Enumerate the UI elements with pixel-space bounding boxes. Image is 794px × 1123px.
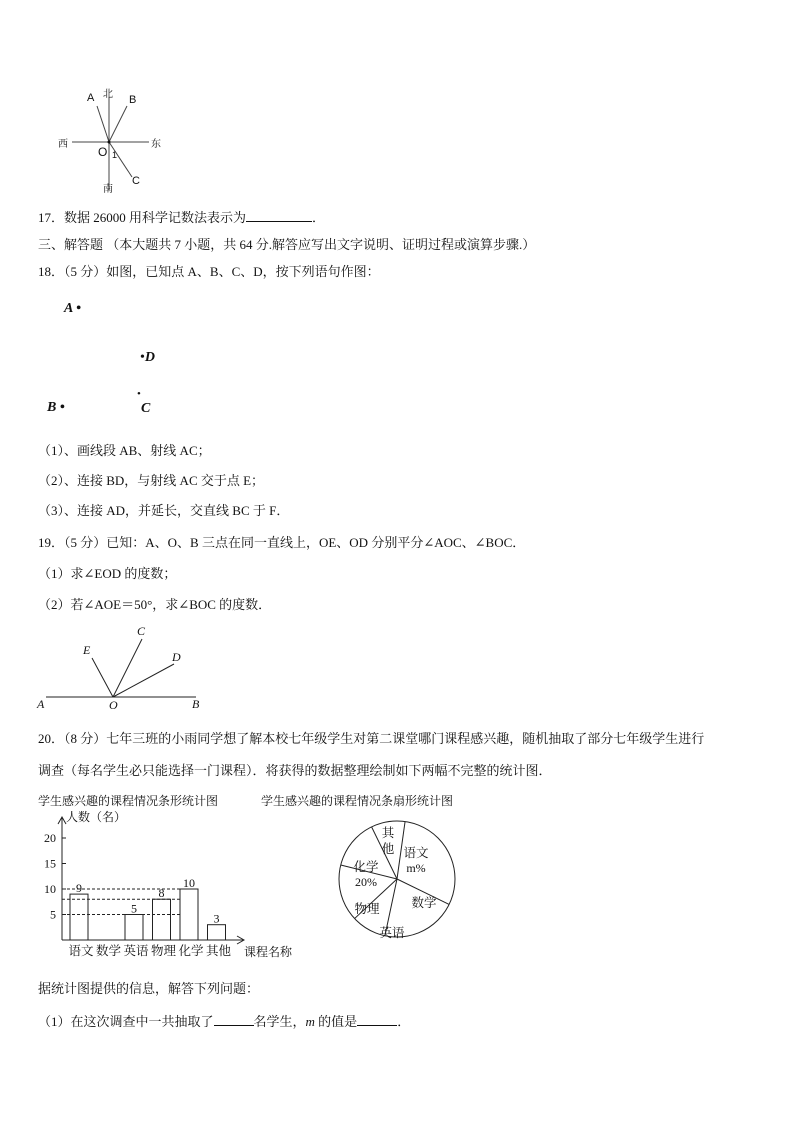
- pie-slice-label: 化学: [353, 859, 379, 874]
- q20-q1-m: m: [305, 1014, 315, 1029]
- q19-label-e: E: [83, 643, 91, 657]
- question-20-stem-2: 调查（每名学生必只能选择一门课程）．将获得的数据整理绘制如下两幅不完整的统计图．: [38, 763, 552, 778]
- q19-label-b: B: [192, 697, 200, 711]
- q20-after-text: 据统计图提供的信息，解答下列问题：: [38, 981, 260, 996]
- pie-slice-label: 数学: [411, 895, 437, 910]
- q20-q1-text-c: 的值是: [314, 1014, 358, 1029]
- x-category-label: 语文: [68, 943, 94, 958]
- x-category-label: 其他: [205, 943, 232, 958]
- angle-1-label: 1: [112, 150, 118, 160]
- q18-item-3: （3）、连接 AD，并延长，交直线 BC 于 F．: [38, 503, 290, 518]
- point-a-label: A: [87, 92, 95, 104]
- point-b-label: B: [129, 94, 137, 106]
- bar-chart-xlabel: 课程名称: [244, 945, 293, 959]
- pie-slice-label: 语文: [403, 845, 429, 860]
- y-tick-label: 5: [50, 907, 56, 922]
- west-label: 西: [58, 139, 68, 150]
- q20-q1-end: ．: [397, 1014, 411, 1029]
- x-category-label: 英语: [123, 943, 149, 958]
- north-label: 北: [103, 89, 113, 100]
- q19-item-1: （1）求∠EOD 的度数；: [38, 566, 177, 581]
- q18-item-1: （1）、画线段 AB、射线 AC；: [38, 443, 211, 458]
- section-3-heading: 三、解答题 （本大题共 7 小题，共 64 分.解答应写出文字说明、证明过程或演算步骤.）: [38, 237, 536, 252]
- q18-point-d: •D: [140, 350, 156, 365]
- q19-label-a: A: [37, 697, 45, 711]
- q20-number: 20．: [38, 731, 65, 746]
- q19-label-d: D: [172, 650, 181, 664]
- pie-slice-label: 他: [381, 841, 395, 856]
- pie-slice-value: 20%: [355, 875, 377, 889]
- x-category-label: 化学: [178, 943, 204, 958]
- pie-slice-value: m%: [406, 861, 426, 875]
- bar-chart-title: 学生感兴趣的课程情况条形统计图: [38, 794, 219, 808]
- q18-item-2: （2）、连接 BD，与射线 AC 交于点 E；: [38, 473, 265, 488]
- q18-point-c: C: [141, 401, 151, 416]
- q20-stem-text-1: （8 分）七年三班的小雨同学想了解本校七年级学生对第二课堂哪门课程感兴趣，随机抽取了部分七年级学生进行: [64, 731, 705, 746]
- east-label: 东: [151, 139, 161, 150]
- y-tick-label: 15: [44, 856, 56, 871]
- bar-data-label: 9: [76, 881, 82, 896]
- q19-number: 19．: [38, 535, 65, 550]
- q20-q1-text-b: 名学生，: [253, 1014, 306, 1029]
- pie-slice-label: 英语: [379, 925, 405, 940]
- point-c-label: C: [132, 175, 140, 187]
- south-label: 南: [103, 184, 113, 195]
- q17-end: ．: [312, 210, 326, 225]
- q19-label-c: C: [137, 624, 146, 638]
- bar-data-label: 5: [131, 901, 137, 916]
- pie-slice-label: 物理: [354, 901, 380, 916]
- q19-item-2: （2）若∠AOE＝50°，求∠BOC 的度数．: [38, 597, 272, 612]
- bar-data-label: 8: [158, 886, 165, 901]
- q19-stem-text: （5 分）已知：A、O、B 三点在同一直线上，OE、OD 分别平分∠AOC、∠BOC．: [64, 535, 526, 550]
- pie-slice-label: 其: [381, 825, 395, 840]
- q20-subquestion-1: [38, 1011, 410, 1030]
- bar-data-label: 10: [183, 876, 195, 890]
- x-category-label: 物理: [150, 943, 177, 958]
- y-tick-label: 20: [44, 831, 56, 845]
- y-tick-label: 10: [44, 882, 56, 896]
- q20-m-blank[interactable]: [357, 1025, 397, 1026]
- q17-text: 数据 26000 用科学记数法表示为: [64, 210, 247, 225]
- bar-data-label: 3: [213, 911, 220, 926]
- bar-chart-ylabel: 人数（名）: [66, 810, 127, 824]
- q18-stem-text: （5 分）如图，已知点 A、B、C、D，按下列语句作图：: [64, 264, 380, 279]
- q18-number: 18．: [38, 264, 65, 279]
- origin-label: O: [98, 145, 108, 159]
- q18-point-a: A •: [64, 301, 81, 316]
- q17-number: 17．: [38, 210, 65, 225]
- q19-label-o: O: [109, 698, 118, 712]
- q20-q1-text-a: （1）在这次调查中一共抽取了: [38, 1014, 214, 1029]
- q20-students-blank[interactable]: [214, 1025, 254, 1026]
- pie-chart-title: 学生感兴趣的课程情况条扇形统计图: [261, 794, 454, 808]
- q18-point-b: B •: [47, 400, 65, 415]
- x-category-label: 数学: [95, 943, 122, 958]
- q18-point-c-dot: •: [137, 388, 141, 400]
